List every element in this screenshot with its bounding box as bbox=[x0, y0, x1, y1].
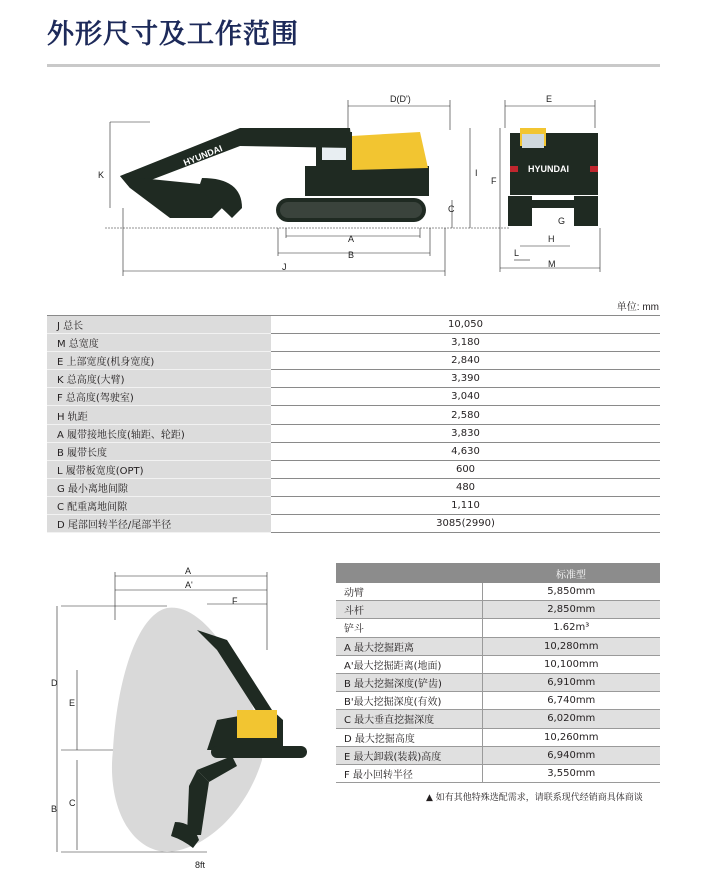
spec-value: 480 bbox=[271, 478, 660, 496]
range-row bbox=[336, 764, 660, 782]
range-value: 3,550mm bbox=[482, 764, 660, 782]
dim-h: H bbox=[548, 234, 555, 244]
spec-value: 600 bbox=[271, 460, 660, 478]
note bbox=[426, 790, 643, 803]
range-value: 10,280mm bbox=[482, 637, 660, 655]
note-text: 如有其他特殊选配需求，请联系现代经销商具体商谈 bbox=[435, 793, 643, 803]
range-b: B bbox=[51, 804, 58, 814]
spec-row bbox=[47, 370, 660, 388]
spec-row bbox=[47, 424, 660, 442]
spec-table bbox=[47, 315, 660, 533]
range-row bbox=[336, 655, 660, 673]
range-value: 5,850mm bbox=[482, 583, 660, 601]
range-row bbox=[336, 728, 660, 746]
range-value: 6,940mm bbox=[482, 746, 660, 764]
spec-label: K 总高度(大臂) bbox=[47, 370, 271, 388]
spec-value: 10,050 bbox=[271, 316, 660, 334]
spec-value: 2,840 bbox=[271, 352, 660, 370]
range-row bbox=[336, 583, 660, 601]
range-value: 2,850mm bbox=[482, 601, 660, 619]
spec-row bbox=[47, 352, 660, 370]
spec-row bbox=[47, 515, 660, 533]
spec-label: E 上部宽度(机身宽度) bbox=[47, 352, 271, 370]
dim-k: K bbox=[98, 170, 105, 180]
range-row bbox=[336, 746, 660, 764]
counterweight-brand: HYUNDAI bbox=[528, 164, 570, 174]
excavator-side-view bbox=[120, 128, 429, 222]
range-value: 6,020mm bbox=[482, 710, 660, 728]
range-f: F bbox=[232, 596, 238, 606]
range-d: D bbox=[51, 678, 58, 688]
spec-row bbox=[47, 478, 660, 496]
excavator-front-view bbox=[508, 128, 598, 226]
range-row bbox=[336, 637, 660, 655]
range-label: A 最大挖掘距离 bbox=[336, 637, 482, 655]
spec-label: G 最小离地间隙 bbox=[47, 478, 271, 496]
range-8ft: 8ft bbox=[195, 860, 206, 870]
range-label: E 最大卸载(装载)高度 bbox=[336, 746, 482, 764]
range-label: A'最大挖掘距离(地面) bbox=[336, 655, 482, 673]
triangle-icon: ▲ bbox=[426, 793, 433, 803]
spec-label: L 履带板宽度(OPT) bbox=[47, 460, 271, 478]
unit-label: 单位: mm bbox=[616, 302, 659, 313]
range-a: A bbox=[185, 566, 192, 576]
range-label: D 最大挖掘高度 bbox=[336, 728, 482, 746]
dim-l: L bbox=[514, 248, 520, 258]
range-value: 10,260mm bbox=[482, 728, 660, 746]
spec-row bbox=[47, 496, 660, 514]
spec-row bbox=[47, 406, 660, 424]
range-label: 斗杆 bbox=[336, 601, 482, 619]
page-title: 外形尺寸及工作范围 bbox=[47, 19, 299, 50]
range-label: F 最小回转半径 bbox=[336, 764, 482, 782]
range-c: C bbox=[69, 798, 76, 808]
spec-value: 3,830 bbox=[271, 424, 660, 442]
range-a2: A' bbox=[185, 580, 193, 590]
spec-value: 4,630 bbox=[271, 442, 660, 460]
range-label: C 最大垂直挖掘深度 bbox=[336, 710, 482, 728]
working-range-table bbox=[336, 563, 660, 783]
dim-j: J bbox=[282, 262, 287, 272]
range-row bbox=[336, 619, 660, 637]
spec-label: F 总高度(驾驶室) bbox=[47, 388, 271, 406]
dim-d: D(D') bbox=[390, 94, 411, 104]
spec-label: H 轨距 bbox=[47, 406, 271, 424]
title-divider bbox=[47, 64, 660, 67]
range-label: B 最大挖掘深度(铲齿) bbox=[336, 673, 482, 691]
dim-c: C bbox=[448, 204, 455, 214]
spec-label: M 总宽度 bbox=[47, 334, 271, 352]
range-label: B'最大挖掘深度(有效) bbox=[336, 692, 482, 710]
spec-label: D 尾部回转半径/尾部半径 bbox=[47, 515, 271, 533]
working-range-diagram bbox=[47, 560, 322, 872]
range-value: 1.62m³ bbox=[482, 619, 660, 637]
spec-row bbox=[47, 442, 660, 460]
spec-value: 3,040 bbox=[271, 388, 660, 406]
dim-m: M bbox=[548, 259, 556, 269]
header-blank bbox=[336, 563, 482, 583]
dim-e: E bbox=[546, 94, 553, 104]
spec-row bbox=[47, 334, 660, 352]
header-standard: 标准型 bbox=[482, 563, 660, 583]
spec-label: C 配重离地间隙 bbox=[47, 496, 271, 514]
range-label: 铲斗 bbox=[336, 619, 482, 637]
spec-label: B 履带长度 bbox=[47, 442, 271, 460]
dim-g: G bbox=[558, 216, 566, 226]
spec-label: J 总长 bbox=[47, 316, 271, 334]
spec-row bbox=[47, 316, 660, 334]
spec-value: 3,390 bbox=[271, 370, 660, 388]
dim-i: I bbox=[475, 168, 478, 178]
range-row bbox=[336, 710, 660, 728]
range-row bbox=[336, 673, 660, 691]
spec-row bbox=[47, 460, 660, 478]
range-row bbox=[336, 601, 660, 619]
spec-value: 2,580 bbox=[271, 406, 660, 424]
boom-brand: HYUNDAI bbox=[182, 143, 224, 168]
range-value: 6,910mm bbox=[482, 673, 660, 691]
spec-row bbox=[47, 388, 660, 406]
spec-value: 1,110 bbox=[271, 496, 660, 514]
dim-f: F bbox=[491, 176, 497, 186]
range-label: 动臂 bbox=[336, 583, 482, 601]
range-value: 10,100mm bbox=[482, 655, 660, 673]
dim-b: B bbox=[348, 250, 355, 260]
spec-value: 3085(2990) bbox=[271, 515, 660, 533]
spec-value: 3,180 bbox=[271, 334, 660, 352]
spec-label: A 履带接地长度(轴距、轮距) bbox=[47, 424, 271, 442]
dimension-drawing bbox=[90, 88, 610, 288]
range-row bbox=[336, 692, 660, 710]
dim-a: A bbox=[348, 234, 355, 244]
range-e: E bbox=[69, 698, 76, 708]
range-value: 6,740mm bbox=[482, 692, 660, 710]
